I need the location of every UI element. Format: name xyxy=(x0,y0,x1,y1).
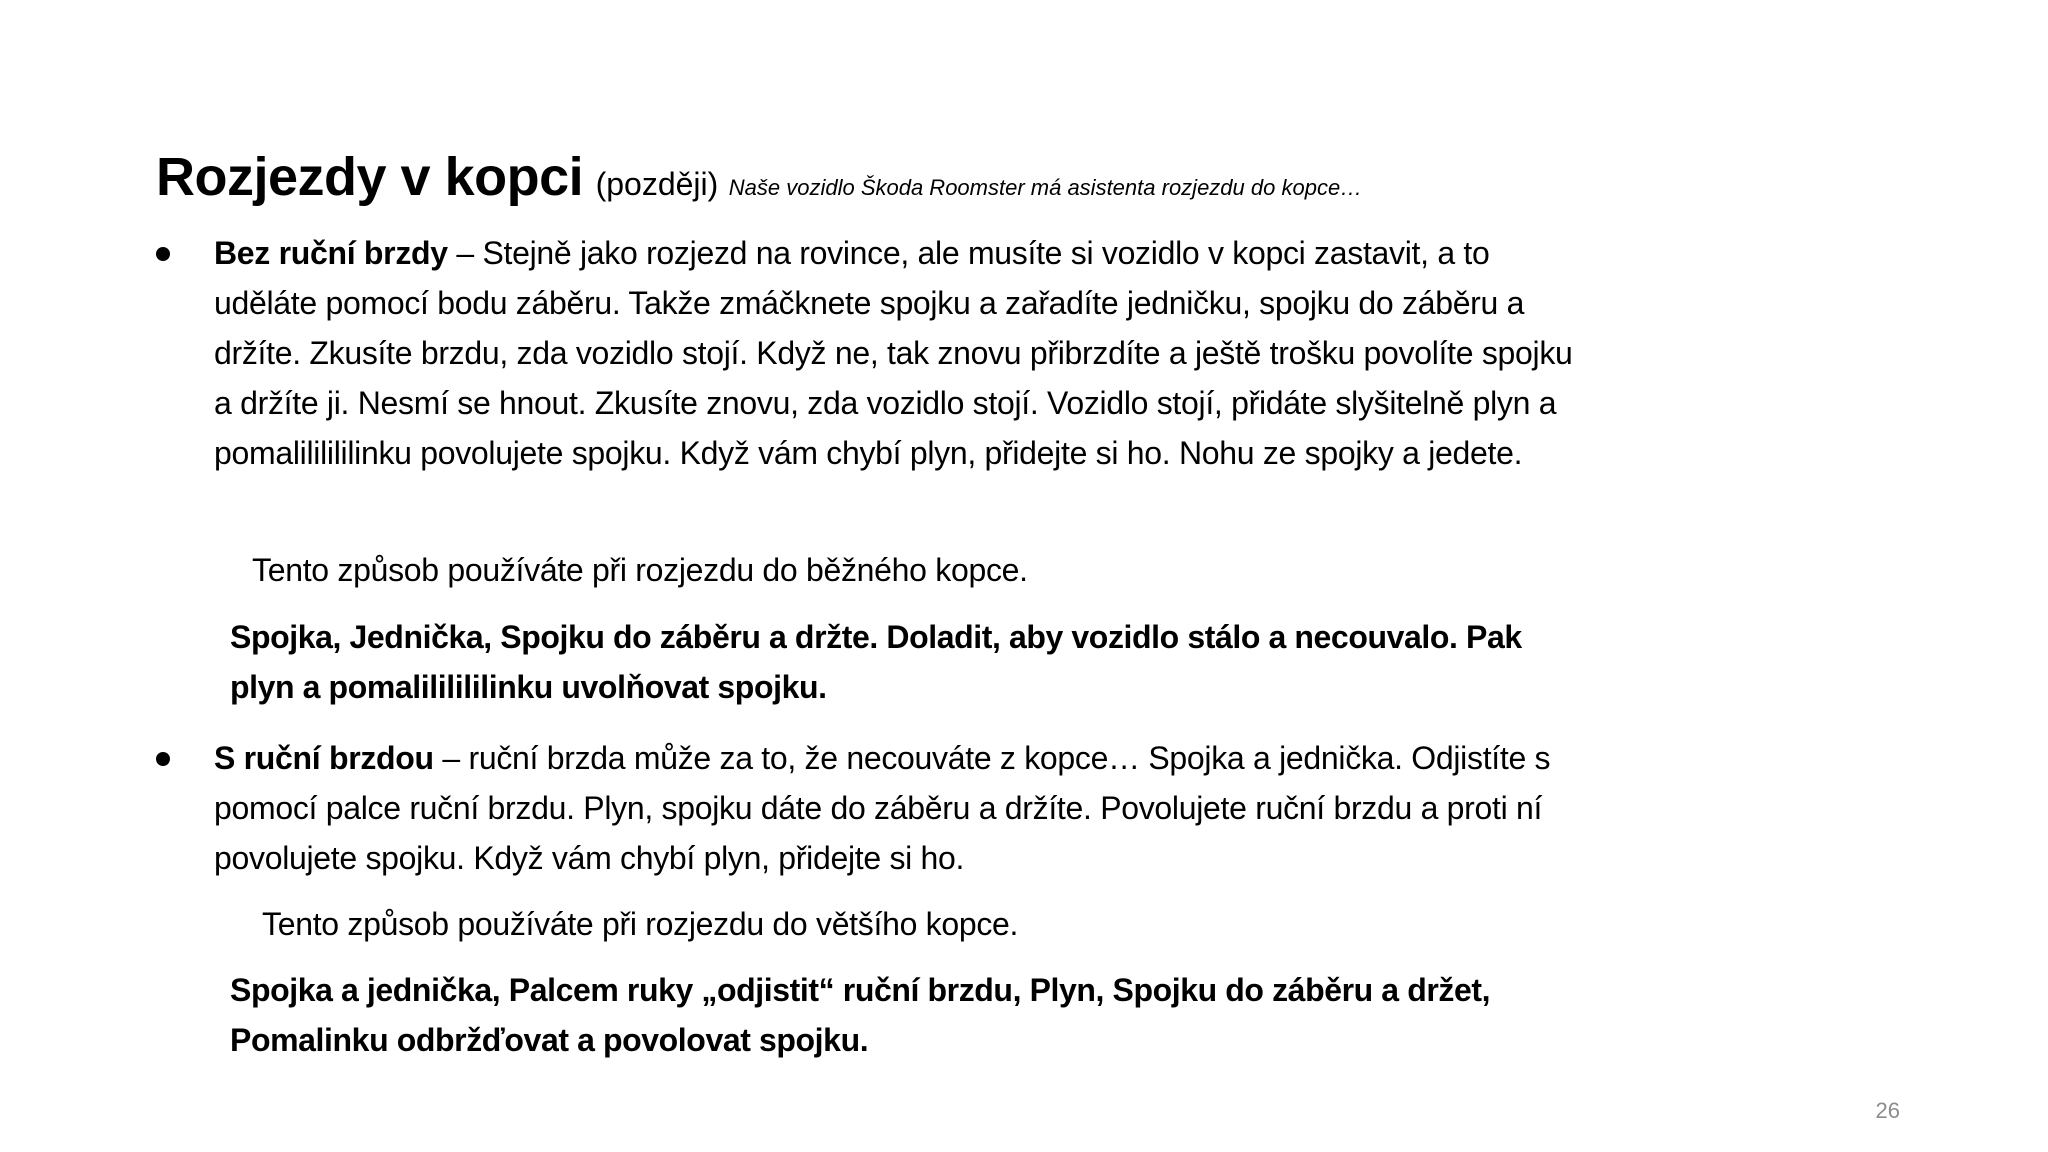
bullet-head-1: Bez ruční brzdy xyxy=(214,235,448,271)
page-number: 26 xyxy=(1875,1098,1900,1123)
bullet-item-2 xyxy=(156,733,1576,883)
bullet-text-2 xyxy=(214,733,1576,883)
bullet-note-1: Tento způsob používáte při rozjezdu do běžného kopce. xyxy=(252,552,1028,588)
bullet-dot-icon xyxy=(156,247,170,261)
bullet-dot-icon xyxy=(156,752,170,766)
bullet-summary-2: Spojka a jednička, Palcem ruky „odjistit“ ruční brzdu, Plyn, Spojku do záběru a držet, Pomalinku odbržďovat a povolovat spojku. xyxy=(230,972,1491,1058)
slide-title-line xyxy=(156,147,1363,207)
bullet-item-1 xyxy=(156,228,1576,478)
bullet-body-2: – ruční brzda může za to, že necouváte z kopce… Spojka a jednička. Odjistíte s pomocí palce ruční brzdu. Plyn, spojku dáte do záběru a držíte. Povolujete ruční brzdu a proti ní povolujete spojku. Když vám chybí plyn, přidejte si ho. xyxy=(214,740,1551,876)
slide-title-note: Naše vozidlo Škoda Roomster má asistenta rozjezdu do kopce… xyxy=(728,175,1363,200)
slide-title-paren: (později) xyxy=(595,166,719,202)
bullet-summary-1: Spojka, Jednička, Spojku do záběru a držte. Doladit, aby vozidlo stálo a necouvalo. Pak plyn a pomalililililinku uvolňovat spojku. xyxy=(230,619,1522,705)
bullet-body-1: – Stejně jako rozjezd na rovince, ale musíte si vozidlo v kopci zastavit, a to uděláte pomocí bodu záběru. Takže zmáčknete spojku a zařadíte jedničku, spojku do záběru a držíte. Zkusíte brzdu, zda vozidlo stojí. Když ne, tak znovu přibrzdíte a ještě trošku povolíte spojku a držíte ji. Nesmí se hnout. Zkusíte znovu, zda vozidlo stojí. Vozidlo stojí, přidáte slyšitelně plyn a pomalililililinku povolujete spojku. Když vám chybí plyn, přidejte si ho. Nohu ze spojky a jedete. xyxy=(214,235,1573,471)
bullet-text-1 xyxy=(214,228,1576,478)
bullet-head-2: S ruční brzdou xyxy=(214,740,434,776)
slide-title: Rozjezdy v kopci xyxy=(156,147,584,207)
bullet-note-2: Tento způsob používáte při rozjezdu do většího kopce. xyxy=(262,906,1019,942)
